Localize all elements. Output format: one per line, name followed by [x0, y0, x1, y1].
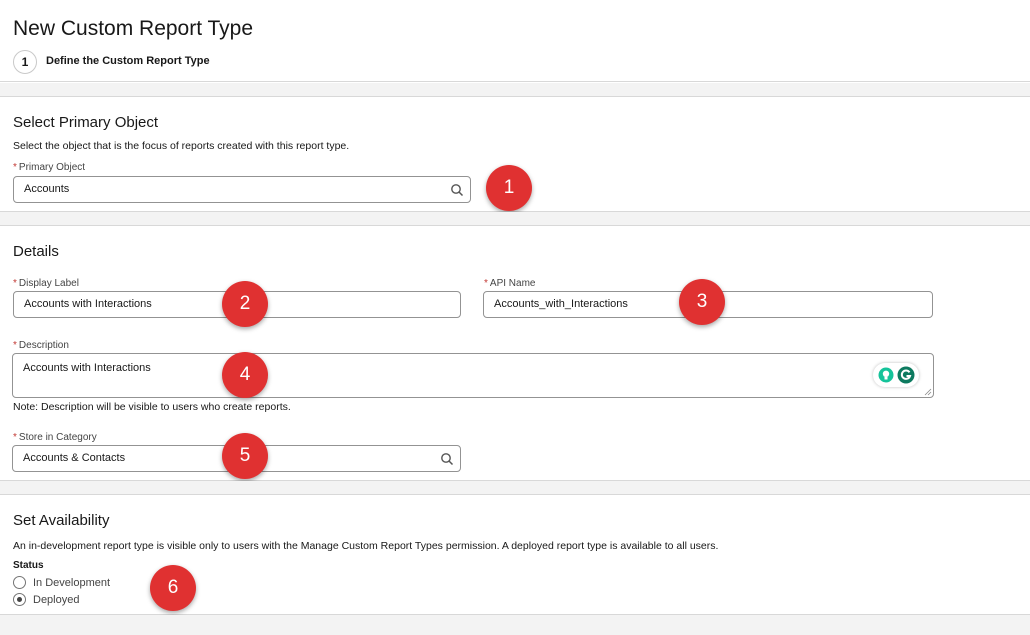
- status-option-deployed[interactable]: Deployed: [13, 593, 79, 606]
- details-section: [0, 226, 1030, 481]
- lightbulb-icon[interactable]: [878, 367, 894, 383]
- radio-deployed[interactable]: [13, 593, 26, 606]
- grammarly-icon[interactable]: [897, 366, 915, 384]
- api-name-label: * API Name: [484, 278, 536, 289]
- page-title: New Custom Report Type: [13, 17, 254, 40]
- primary-object-section: [0, 97, 1030, 212]
- section-title-availability: Set Availability: [13, 512, 110, 529]
- category-label: * Store in Category: [13, 432, 97, 443]
- step-number: 1: [13, 50, 37, 74]
- description-textarea[interactable]: Accounts with Interactions: [12, 353, 934, 398]
- availability-section: [0, 495, 1030, 615]
- section-title-primary: Select Primary Object: [13, 114, 159, 131]
- availability-help-text: An in-development report type is visible only to users with the Manage Custom Report Types permission. A deployed report type is available to all users.: [13, 540, 719, 552]
- required-marker: *: [13, 162, 17, 173]
- category-input[interactable]: Accounts & Contacts: [12, 445, 461, 472]
- status-label: Status: [13, 560, 44, 571]
- resize-handle-icon[interactable]: [924, 388, 932, 396]
- description-label: * Description: [13, 340, 69, 351]
- primary-object-label: * Primary Object: [13, 162, 86, 173]
- page-footer-gap: [0, 615, 1030, 635]
- display-label-label: * Display Label: [13, 278, 79, 289]
- primary-help-text: Select the object that is the focus of reports created with this report type.: [13, 140, 350, 152]
- callout-marker-3: 3: [679, 279, 725, 325]
- grammarly-widget[interactable]: [873, 363, 919, 387]
- step-label: Define the Custom Report Type: [46, 55, 210, 67]
- section-title-details: Details: [13, 243, 59, 260]
- radio-in-development[interactable]: [13, 576, 26, 589]
- primary-object-input[interactable]: Accounts: [13, 176, 471, 203]
- callout-marker-6: 6: [150, 565, 196, 611]
- display-label-input[interactable]: Accounts with Interactions: [13, 291, 461, 318]
- status-option-in-development[interactable]: In Development: [13, 576, 110, 589]
- description-note: Note: Description will be visible to users who create reports.: [13, 401, 291, 413]
- section-divider: [0, 481, 1030, 495]
- callout-marker-5: 5: [222, 433, 268, 479]
- section-divider: [0, 83, 1030, 97]
- api-name-input[interactable]: Accounts_with_Interactions: [483, 291, 933, 318]
- search-icon[interactable]: [440, 452, 454, 466]
- callout-marker-4: 4: [222, 352, 268, 398]
- search-icon[interactable]: [450, 183, 464, 197]
- section-divider: [0, 212, 1030, 226]
- page-header: [0, 0, 1030, 82]
- callout-marker-2: 2: [222, 281, 268, 327]
- callout-marker-1: 1: [486, 165, 532, 211]
